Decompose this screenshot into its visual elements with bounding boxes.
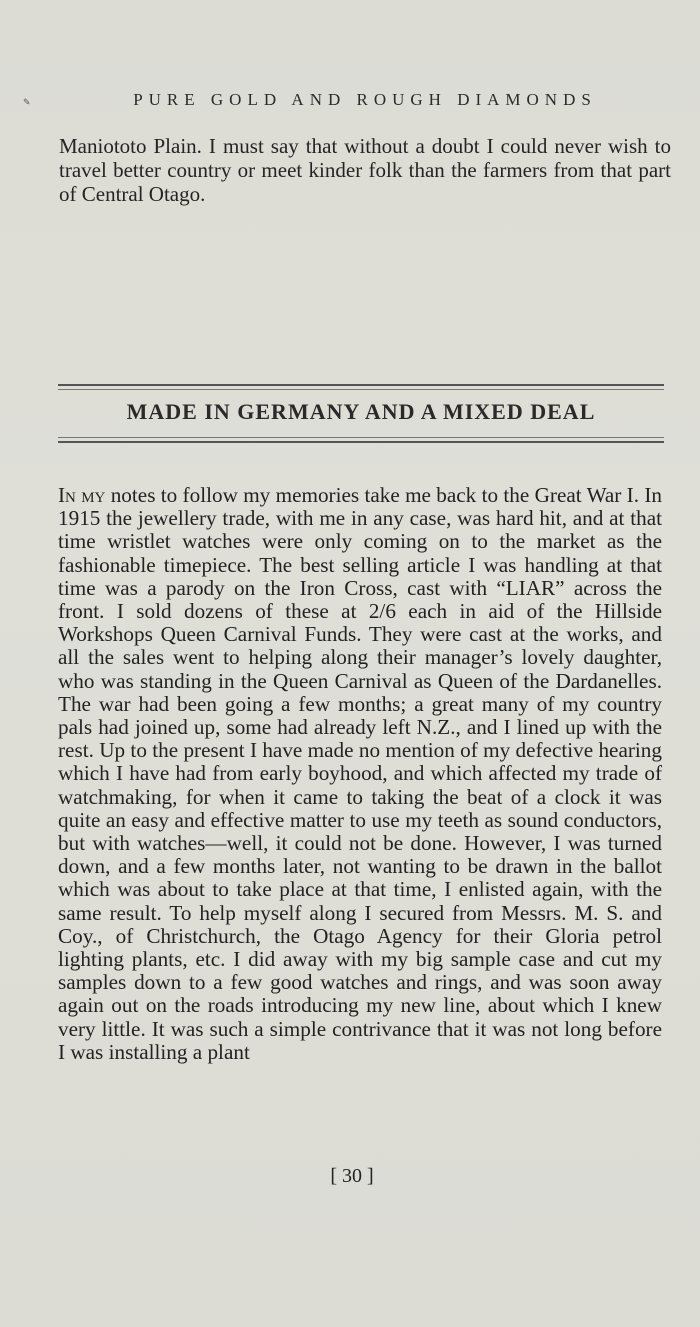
- section-rule-top-thin: [58, 389, 664, 390]
- running-head: PURE GOLD AND ROUGH DIAMONDS: [133, 90, 597, 109]
- top-paragraph: Maniototo Plain. I must say that without a doubt I could never wish to travel better country or meet kinder folk than the farmers from that part of Central Otago.: [59, 134, 671, 206]
- section-title: MADE IN GERMANY AND A MIXED DEAL: [126, 399, 596, 424]
- page-number: [ 30 ]: [330, 1165, 374, 1187]
- body-text: notes to follow my memories take me back to the Great War I. In 1915 the jewellery trade, with me in any case, was hard hit, and at that time wristlet watches were only coming on to the market as the fashionable timepiece. The best selling article I was handling at that time was a parody on the Iron Cross, cast with “LIAR” across the front. I sold dozens of these at 2/6 each in aid of the Hillside Workshops Queen Carnival Funds. They were cast at the works, and all the sales went to helping along their manager’s lovely daughter, who was standing in the Queen Carnival as Queen of the Dardanelles. The war had been going a few months; a great many of my country pals had joined up, some had already left N.Z., and I lined up with the rest. Up to the present I have made no mention of my defective hearing which I have had from early boyhood, and which affected my trade of watchmaking, for when it came to taking the beat of a clock it was quite an easy and effective matter to use my teeth as sound conductors, but with watches—well, it could not be done. However, I was turned down, and a few months later, not wanting to be drawn in the ballot which was about to take place at that time, I enlisted again, with the same result. To help myself along I secured from Messrs. M. S. and Coy., of Christchurch, the Otago Agency for their Gloria petrol lighting plants, etc. I did away with my big sample case and cut my samples down to a few good watches and rings, and was soon away again out on the roads introducing my new line, about which I knew very little. It was such a simple contrivance that it was not long before I was installing a plant: [58, 483, 663, 1064]
- lead-in: In my: [58, 483, 106, 507]
- section-rule-bottom: [58, 441, 664, 443]
- section-rule-top: [58, 384, 664, 386]
- ink-mark-icon: ✎: [23, 97, 31, 107]
- body-paragraph: [58, 484, 662, 1064]
- section-rule-bottom-thin: [58, 437, 664, 438]
